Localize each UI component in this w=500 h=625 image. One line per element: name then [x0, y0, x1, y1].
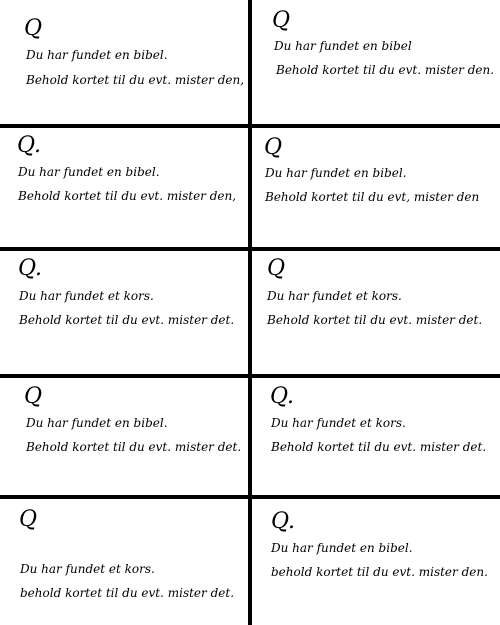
card-letter: Q.	[270, 384, 294, 409]
card-letter: Q	[24, 16, 43, 41]
card-line-2: Behold kortet til du evt, mister den	[265, 190, 480, 204]
card-letter: Q	[264, 135, 283, 160]
card-letter: Q	[272, 8, 291, 33]
vertical-divider	[248, 0, 252, 625]
card-letter: Q	[24, 384, 43, 409]
card-line-2: Behold kortet til du evt. mister den,	[26, 73, 245, 87]
card-line-1: Du har fundet en bibel	[274, 39, 412, 53]
horizontal-divider-1	[0, 124, 500, 128]
card-line-1: Du har fundet en bibel.	[26, 48, 168, 62]
card-line-1: Du har fundet en bibel.	[265, 166, 407, 180]
card-line-2: Behold kortet til du evt. mister det.	[19, 313, 235, 327]
card-line-2: Behold kortet til du evt. mister den.	[276, 63, 495, 77]
card-letter: Q.	[17, 133, 41, 158]
card-line-2: Behold kortet til du evt. mister den,	[18, 189, 237, 203]
horizontal-divider-3	[0, 374, 500, 378]
card-line-2: Behold kortet til du evt. mister det.	[267, 313, 483, 327]
card-letter: Q	[19, 507, 38, 532]
horizontal-divider-2	[0, 247, 500, 251]
card-line-1: Du har fundet et kors.	[271, 416, 406, 430]
card-line-2: behold kortet til du evt. mister det.	[20, 586, 235, 600]
card-line-1: Du har fundet et kors.	[20, 562, 155, 576]
card-line-2: Behold kortet til du evt. mister det.	[26, 440, 242, 454]
card-line-1: Du har fundet et kors.	[267, 289, 402, 303]
card-line-1: Du har fundet en bibel.	[18, 165, 160, 179]
card-letter: Q	[267, 256, 286, 281]
card-letter: Q.	[271, 509, 295, 534]
card-line-2: Behold kortet til du evt. mister det.	[271, 440, 487, 454]
card-line-1: Du har fundet et kors.	[19, 289, 154, 303]
card-line-2: behold kortet til du evt. mister den.	[271, 565, 488, 579]
card-line-1: Du har fundet en bibel.	[26, 416, 168, 430]
card-line-1: Du har fundet en bibel.	[271, 541, 413, 555]
card-letter: Q.	[18, 256, 42, 281]
horizontal-divider-4	[0, 495, 500, 499]
